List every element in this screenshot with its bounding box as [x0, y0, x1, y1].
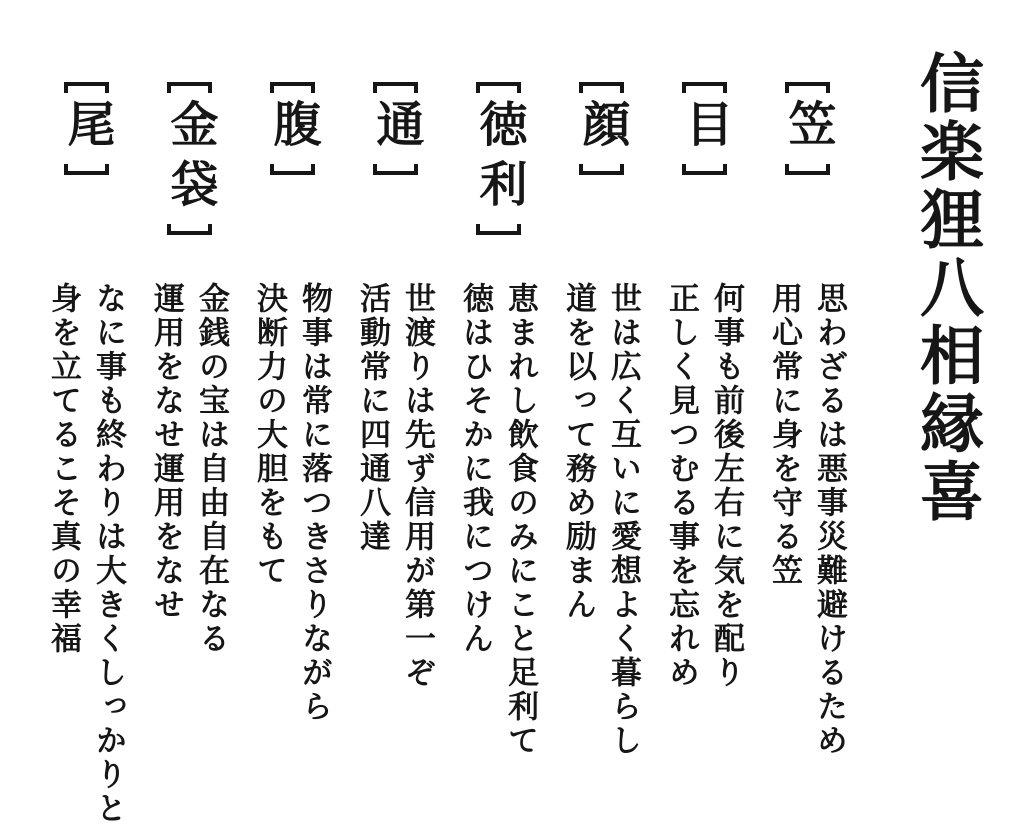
bracket-top — [270, 82, 315, 93]
bracket-bottom — [476, 224, 521, 235]
section-header — [41, 82, 131, 282]
section-verse — [247, 282, 337, 724]
section-header-label: 腹 — [266, 99, 319, 159]
verse-line: 身を立てるこそ真の幸福 — [46, 282, 81, 656]
section-header-label: 通 — [369, 99, 422, 159]
bracket-top — [64, 82, 109, 93]
section-verse — [453, 282, 543, 758]
section-kao — [556, 82, 646, 827]
section-header — [453, 82, 543, 282]
section-header — [247, 82, 337, 282]
bracket-top — [682, 82, 727, 93]
verse-line: 活動常に四通八達 — [355, 282, 390, 554]
bracket-bottom — [373, 164, 418, 175]
section-header-label: 金袋 — [163, 99, 216, 219]
section-header — [350, 82, 440, 282]
section-tokkuri — [453, 82, 543, 827]
section-verse — [556, 282, 646, 758]
section-verse — [41, 282, 131, 826]
section-header-label: 顔 — [575, 99, 628, 159]
section-o — [41, 82, 131, 827]
section-header — [144, 82, 234, 282]
section-kasa — [762, 82, 852, 827]
section-verse — [144, 282, 234, 656]
section-header — [659, 82, 749, 282]
section-verse — [350, 282, 440, 690]
verse-line: 思わざるは悪事災難避けるため — [812, 282, 847, 758]
section-hara — [247, 82, 337, 827]
verse-line: 徳はひそかに我につけん — [458, 282, 493, 656]
section-tsuu — [350, 82, 440, 827]
section-verse — [659, 282, 749, 690]
bracket-top — [785, 82, 830, 93]
bracket-bottom — [270, 164, 315, 175]
page-title: 信楽狸八相縁喜 — [911, 50, 982, 526]
section-verse — [762, 282, 852, 758]
verse-line: 運用をなせ運用をなせ — [149, 282, 184, 622]
section-header-label: 笠 — [781, 99, 834, 159]
section-header — [556, 82, 646, 282]
verse-line: 物事は常に落つきさりながら — [297, 282, 332, 724]
bracket-top — [476, 82, 521, 93]
verse-line: 用心常に身を守る笠 — [767, 282, 802, 588]
bracket-bottom — [785, 164, 830, 175]
verse-line: 道を以って務め励まん — [561, 282, 596, 622]
bracket-bottom — [64, 164, 109, 175]
bracket-top — [167, 82, 212, 93]
bracket-top — [579, 82, 624, 93]
verse-line: 世渡りは先ず信用が第一ぞ — [400, 282, 435, 690]
section-header-label: 尾 — [60, 99, 113, 159]
section-header — [762, 82, 852, 282]
section-me — [659, 82, 749, 827]
bracket-top — [373, 82, 418, 93]
verse-line: なに事も終わりは大きくしっかりと — [91, 282, 126, 826]
bracket-bottom — [579, 164, 624, 175]
verse-line: 世は広く互いに愛想よく暮らし — [606, 282, 641, 758]
section-header-label: 目 — [678, 99, 731, 159]
verse-line: 正しく見つむる事を忘れめ — [664, 282, 699, 690]
verse-line: 恵まれし飲食のみにこと足利て — [503, 282, 538, 758]
section-header-label: 徳利 — [472, 99, 525, 219]
section-kinbukuro — [144, 82, 234, 827]
bracket-bottom — [167, 224, 212, 235]
bracket-bottom — [682, 164, 727, 175]
verse-line: 金銭の宝は自由自在なる — [194, 282, 229, 656]
verse-line: 決断力の大胆をもて — [252, 282, 287, 588]
verse-line: 何事も前後左右に気を配り — [709, 282, 744, 690]
